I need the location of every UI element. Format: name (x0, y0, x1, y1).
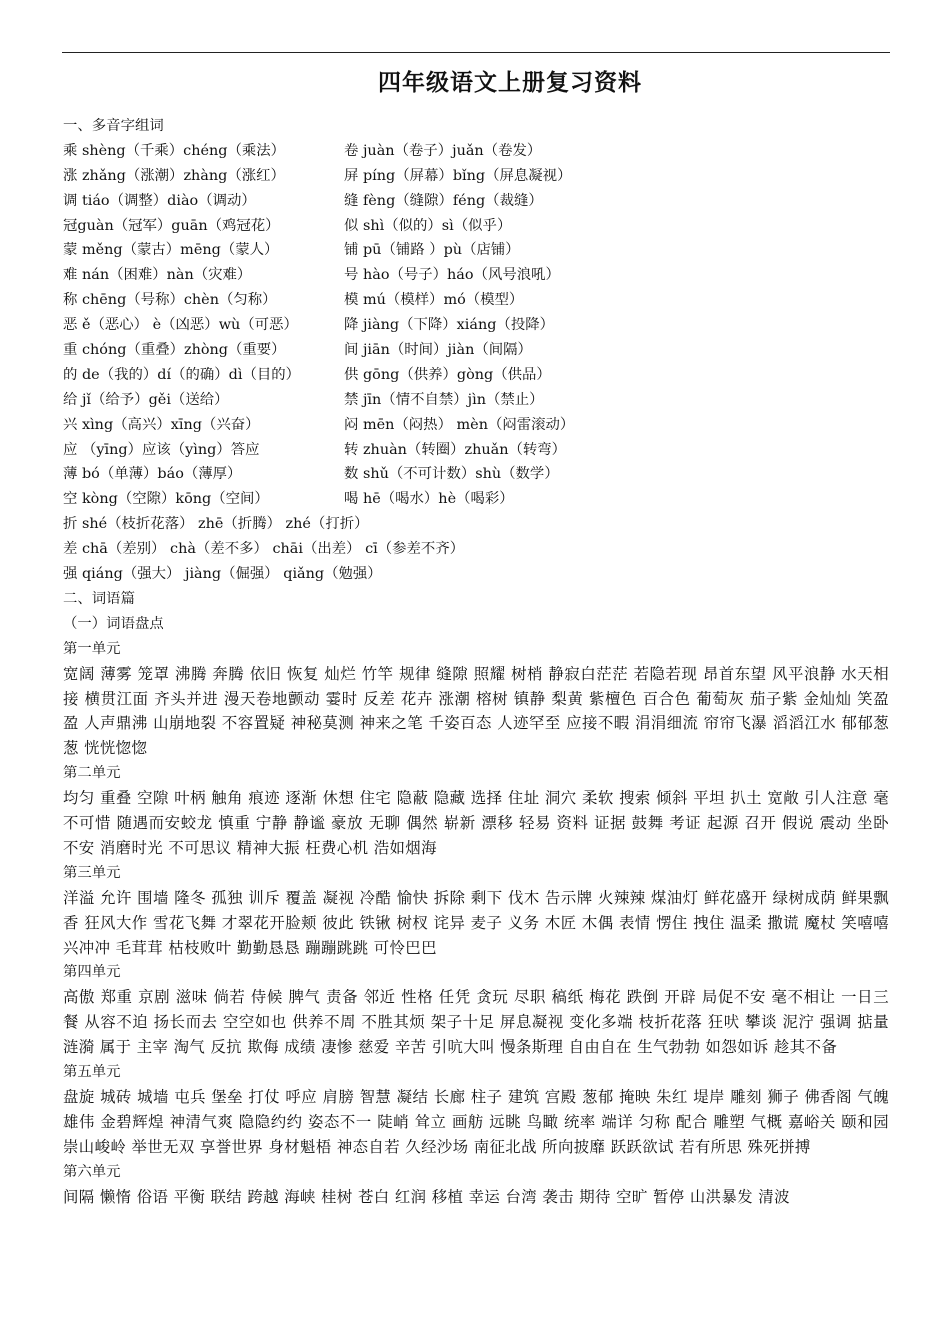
polyphonic-entry-left: 称 chēng（号称）chèn（匀称） (63, 292, 277, 309)
polyphonic-entry-right: 供 gōng（供养）gòng（供品） (344, 366, 551, 383)
polyphonic-entry-right: 闷 mēn（闷热） mèn（闷雷滚动） (344, 416, 575, 433)
polyphonic-entry-left: 空 kòng（空隙）kōng（空间） (63, 491, 269, 508)
polyphonic-entry-left: 调 tiáo（调整）diào（调动） (63, 192, 256, 209)
polyphonic-entry-left: 应 （yīng）应该（yìng）答应 (63, 441, 260, 458)
polyphonic-entry-right: 降 jiàng（下降）xiáng（投降） (344, 317, 554, 334)
text-line: 二、词语篇 (63, 590, 135, 607)
polyphonic-entry-right: 缝 fèng（缝隙）féng（裁缝） (344, 192, 543, 209)
text-line: 差 chā（差别） chà（差不多） chāi（出差） cī（参差不齐） (63, 541, 465, 558)
polyphonic-extra-lines (63, 512, 889, 636)
polyphonic-row (63, 338, 889, 363)
unit-word-list: 宽阔 薄雾 笼罩 沸腾 奔腾 依旧 恢复 灿烂 竹竿 规律 缝隙 照耀 树梢 静寂白茫茫 若隐若现 昂首东望 风平浪静 水天相接 横贯江面 齐头并进 漫天卷地颤动 霎时 反差 花卉 涨潮 榕树 镇静 梨黄 紫檀色 百合色 葡萄灰 茄子紫 金灿灿 笑盈盈 人声鼎沸 山崩地裂 不容置疑 神秘莫测 神来之笔 千姿百态 人迹罕至 应接不暇 涓涓细流 帘帘飞瀑 滔滔江水 郁郁葱葱 恍恍惚惚 (63, 664, 889, 758)
polyphonic-row (63, 462, 889, 487)
document-body (63, 114, 889, 1209)
text-line: 折 shé（枝折花落） zhē（折腾） zhé（打折） (63, 516, 369, 533)
polyphonic-row (63, 238, 889, 263)
polyphonic-entry-left: 给 jǐ（给予）gěi（送给） (63, 391, 229, 408)
section-heading-polyphonic: 一、多音字组词 (63, 118, 164, 134)
polyphonic-row (63, 263, 889, 288)
text-line: 强 qiáng（强大） jiàng（倔强） qiǎng（勉强） (63, 566, 382, 583)
polyphonic-entry-left: 蒙 měng（蒙古）mēng（蒙人） (63, 242, 279, 259)
polyphonic-entry-left: 薄 bó（单薄）báo（薄厚） (63, 466, 242, 483)
unit-word-list: 均匀 重叠 空隙 叶柄 触角 痕迹 逐渐 休想 住宅 隐蔽 隐藏 选择 住址 洞穴 柔软 搜索 倾斜 平坦 扒土 宽敞 引人注意 毫不可惜 随遇而安蛟龙 慎重 宁静 静谧 豪放 无聊 偶然 崭新 漂移 轻易 资料 证据 鼓舞 考证 起源 召开 假说 震动 坐卧不安 消磨时光 不可思议 精神大振 枉费心机 浩如烟海 (63, 789, 889, 857)
polyphonic-entry-right: 铺 pū（铺路 ）pù（店铺） (344, 242, 520, 259)
polyphonic-entry-left: 恶 ě（恶心） è（凶恶）wù（可恶） (63, 317, 298, 334)
polyphonic-entry-right: 转 zhuàn（转圈）zhuǎn（转弯） (344, 441, 567, 458)
unit-heading: 第一单元 (63, 640, 121, 657)
header-rule (62, 52, 890, 53)
unit-heading: 第三单元 (63, 864, 121, 881)
unit-word-list: 洋溢 允许 围墙 隆冬 孤独 训斥 覆盖 凝视 冷酷 愉快 拆除 剩下 伐木 告示牌 火辣辣 煤油灯 鲜花盛开 绿树成荫 鲜果飘香 狂风大作 雪花飞舞 才翠花开脸颊 彼此 铁锹 树杈 诧异 麦子 义务 木匠 木偶 表情 愣住 拽住 温柔 撒谎 魔杖 笑嘻嘻 兴冲冲 毛茸茸 枯枝败叶 勤勤恳恳 蹦蹦跳跳 可怜巴巴 (63, 888, 889, 957)
unit-heading: 第六单元 (63, 1163, 121, 1180)
polyphonic-row (63, 413, 889, 438)
unit-word-list: 盘旋 城砖 城墙 屯兵 堡垒 打仗 呼应 肩膀 智慧 凝结 长廊 柱子 建筑 宫殿 葱郁 掩映 朱红 堤岸 雕刻 狮子 佛香阁 气魄雄伟 金碧辉煌 神清气爽 隐隐约约 姿态不一 陡峭 耸立 画舫 远眺 鸟瞰 统率 端详 匀称 配合 雕塑 气概 嘉峪关 颐和园 崇山峻岭 举世无双 享誉世界 身材魁梧 神态自若 久经沙场 南征北战 所向披靡 跃跃欲试 若有所思 殊死拼搏 (63, 1087, 889, 1156)
polyphonic-entry-left: 的 de（我的）dí（的确）dì（目的） (63, 366, 301, 383)
polyphonic-row (63, 164, 889, 189)
polyphonic-row (63, 313, 889, 338)
unit-word-list: 间隔 懒惰 俗语 平衡 联结 跨越 海峡 桂树 苍白 红润 移植 幸运 台湾 袭击 期待 空旷 暂停 山洪暴发 清波 (63, 1187, 790, 1206)
polyphonic-row (63, 388, 889, 413)
unit-heading: 第二单元 (63, 765, 121, 782)
polyphonic-entry-left: 乘 shèng（千乘）chéng（乘法） (63, 142, 286, 159)
polyphonic-entry-left: 兴 xìng（高兴）xīng（兴奋） (63, 416, 260, 433)
polyphonic-row (63, 438, 889, 463)
polyphonic-entry-left: 冠guàn（冠军）guān（鸡冠花） (63, 217, 280, 234)
polyphonic-row (63, 363, 889, 388)
polyphonic-entry-right: 号 hào（号子）háo（风号浪吼） (344, 267, 560, 284)
unit-word-list: 高傲 郑重 京剧 滋味 倘若 侍候 脾气 责备 邻近 性格 任凭 贪玩 尽职 稿纸 梅花 跌倒 开辟 局促不安 毫不相让 一日三餐 从容不迫 扬长而去 空空如也 供养不周 不胜其烦 架子十足 屏息凝视 变化多端 枝折花落 狂吠 攀谈 泥泞 强调 掂量 涟漪 属于 主宰 淘气 反抗 欺侮 成绩 凄惨 慈爱 辛苦 引吭大叫 慢条斯理 自由自在 生气勃勃 如怨如诉 趁其不备 (63, 988, 889, 1057)
polyphonic-row (63, 189, 889, 214)
polyphonic-entry-right: 似 shì（似的）sì（似乎） (344, 217, 512, 234)
polyphonic-entry-right: 禁 jīn（情不自禁）jìn（禁止） (344, 391, 544, 408)
polyphonic-entry-right: 数 shǔ（不可计数）shù（数学） (344, 466, 559, 483)
polyphonic-row (63, 214, 889, 239)
vocabulary-units (63, 637, 889, 1210)
polyphonic-row (63, 139, 889, 164)
polyphonic-entry-right: 模 mú（模样）mó（模型） (344, 292, 524, 309)
polyphonic-list (63, 139, 889, 512)
polyphonic-row (63, 487, 889, 512)
polyphonic-entry-right: 间 jiān（时间）jiàn（间隔） (344, 342, 532, 359)
unit-heading: 第四单元 (63, 964, 121, 981)
text-line: （一）词语盘点 (63, 615, 164, 632)
polyphonic-entry-left: 涨 zhǎng（涨潮）zhàng（涨红） (63, 167, 285, 184)
polyphonic-entry-left: 难 nán（困难）nàn（灾难） (63, 267, 252, 284)
unit-heading: 第五单元 (63, 1064, 121, 1081)
polyphonic-entry-right: 喝 hē（喝水）hè（喝彩） (344, 491, 514, 508)
polyphonic-entry-right: 卷 juàn（卷子）juǎn（卷发） (344, 142, 542, 159)
polyphonic-entry-left: 重 chóng（重叠）zhòng（重要） (63, 342, 286, 359)
polyphonic-entry-right: 屏 píng（屏幕）bǐng（屏息凝视） (344, 167, 572, 184)
page-title: 四年级语文上册复习资料 (378, 70, 642, 96)
polyphonic-row (63, 288, 889, 313)
